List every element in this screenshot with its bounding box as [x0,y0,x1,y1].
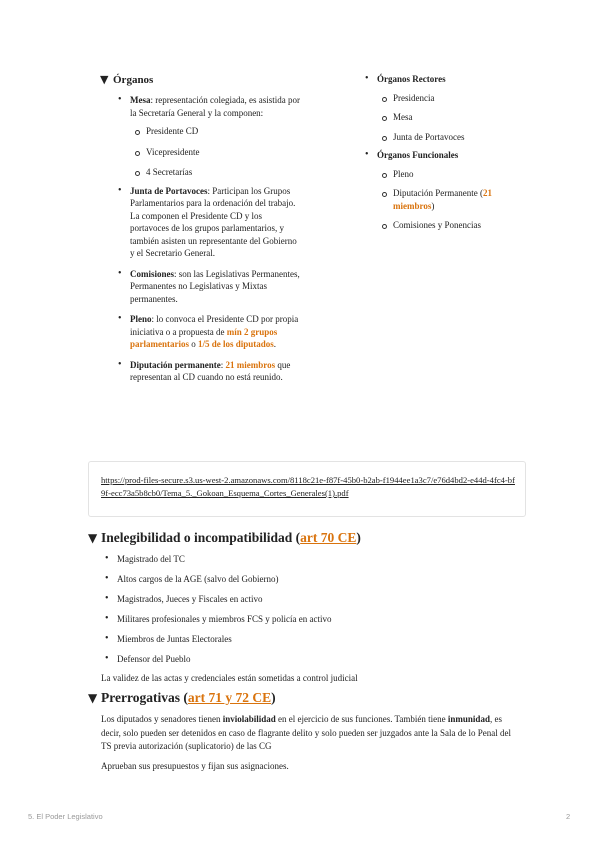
list-item: Pleno [381,168,515,181]
list-item: • Magistrados, Jueces y Fiscales en activo [105,593,525,606]
list-item: • Junta de Portavoces: Participan los Grupos Parlamentarios para la ordenación del trabajo. La componen el Presidente CD y los portavoces de los grupos parlamentarios, y también asisten un representante del Gobierno y el Secretario General. [118,185,300,260]
prerrog-heading[interactable]: ▼ Prerrogativas (art 71 y 72 CE) [88,690,276,705]
organos-types-list [365,73,515,232]
list-item: Vicepresidente [134,146,300,159]
footer-title: 5. El Poder Legislativo [28,812,103,821]
list-item: 4 Secretarías [134,166,300,179]
list-item: • Miembros de Juntas Electorales [105,633,525,646]
organos-list [100,94,300,384]
list-item: Presidente CD [134,125,300,138]
art-71-72-link[interactable]: art 71 y 72 CE [187,690,272,705]
list-item: • Altos cargos de la AGE (salvo del Gobierno) [105,573,525,586]
list-item: Junta de Portavoces [381,131,515,144]
list-item: Diputación Permanente (21 miembros) [381,187,503,212]
ineleg-heading[interactable]: ▼ Inelegibilidad o incompatibilidad (art 70 CE) [88,530,361,545]
right-column [365,73,515,232]
list-item: • Militares profesionales y miembros FCS y policía en activo [105,613,525,626]
prerrog-paragraph: Los diputados y senadores tienen inviolabilidad en el ejercicio de sus funciones. También tiene inmunidad, es decir, solo pueden ser detenidos en caso de flagrante delito y solo pueden ser juzgados ante la Sala de lo Penal del TS previa autorización (suplicatorio) de las CG [101,714,512,751]
organos-heading[interactable]: ▼ Órganos [100,73,154,86]
art-70-link[interactable]: art 70 CE [300,530,357,545]
toggle-triangle-icon[interactable]: ▼ [88,531,98,545]
list-item: • Pleno: lo convoca el Presidente CD por propia iniciativa o a propuesta de mín 2 grupos parlamentarios o 1/5 de los diputados. [118,313,300,351]
list-item: Comisiones y Ponencias [381,219,515,232]
list-item: • Comisiones: son las Legislativas Permanentes, Permanentes no Legislativas y Mixtas permanentes. [118,268,300,306]
list-item: • Órganos Funcionales Pleno Diputación Permanente (21 miembros) Comisiones y Ponencias [365,149,515,232]
organos-section [100,73,300,384]
file-link[interactable]: https://prod-files-secure.s3.us-west-2.amazonaws.com/8118c21e-f87f-45b0-b2ab-f1944ee1a3c7/e76d4bd2-e44d-4fc4-bf9f-ecc73a5b8cb0/Tema_5._Gokoan_Esquema_Cortes_Generales(1).pdf [101,475,515,498]
page-number: 2 [566,812,571,821]
toggle-triangle-icon[interactable]: ▼ [100,73,109,86]
file-link-box[interactable] [88,461,526,517]
list-item: • Defensor del Pueblo [105,653,525,666]
toggle-triangle-icon[interactable]: ▼ [88,691,98,705]
list-item: • Órganos Rectores Presidencia Mesa Junta de Portavoces [365,73,515,143]
prerrog-paragraph-2: Aprueban sus presupuestos y fijan sus asignaciones. [101,761,289,771]
ineleg-list [105,553,525,666]
list-item: • Diputación permanente: 21 miembros que representan al CD cuando no está reunido. [118,359,300,384]
list-item: • Mesa: representación colegiada, es asistida por la Secretaría General y la componen: Presidente CD Vicepresidente 4 Secretarías [118,94,300,179]
list-item: Mesa [381,111,515,124]
list-item: Presidencia [381,92,515,105]
ineleg-note: La validez de las actas y credenciales están sometidas a control judicial [101,673,358,683]
list-item: • Magistrado del TC [105,553,525,566]
